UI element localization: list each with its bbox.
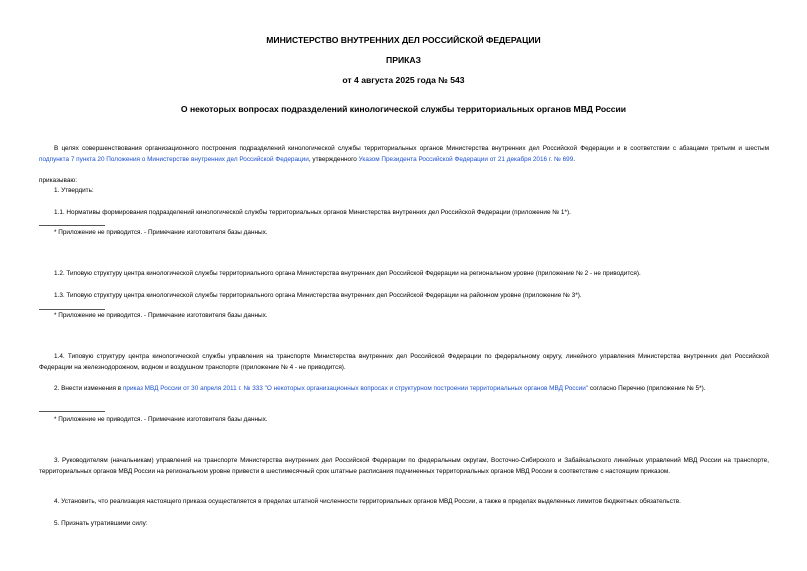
item-1: 1. Утвердить: [54,187,94,194]
preamble-paragraph [39,143,769,165]
footnote-2: * Приложение не приводится. - Примечание изготовителя базы данных. [54,312,268,319]
preamble-link-regulation[interactable]: подпункта 7 пункта 20 Положения о Министерстве внутренних дел Российской Федерации [39,156,309,163]
item-1-1: 1.1. Нормативы формирования подразделений кинологической службы территориальных органов Министерства внутренних дел Российской Федерации (приложение № 1*). [54,209,571,216]
footnote-divider-2 [39,309,105,310]
item-1-3: 1.3. Типовую структуру центра кинологической службы территориального органа Министерства внутренних дел Российской Федерации на районном уровне (приложение № 3*). [54,292,582,299]
preamble-text-1: В целях совершенствования организационного построения подразделений кинологической службы территориальных органов Министерства внутренних дел Российской Федерации и в соответствии с абзацами третьим и шестым [54,145,769,152]
preamble-link-decree[interactable]: Указом Президента Российской Федерации от 21 декабря 2016 г. № 699 [358,156,574,163]
ministry-heading: МИНИСТЕРСТВО ВНУТРЕННИХ ДЕЛ РОССИЙСКОЙ ФЕДЕРАЦИИ [266,35,541,45]
item-2-text-1: 2. Внести изменения в [54,385,123,392]
item-1-2: 1.2. Типовую структуру центра кинологической службы территориального органа Министерства внутренних дел Российской Федерации на региональном уровне (приложение № 2 - не приводится). [54,270,641,277]
footnote-divider-1 [39,225,105,226]
preamble-text-3: . [573,156,576,163]
item-2-text-2: согласно Перечню (приложение № 5*). [588,385,706,392]
doc-type-heading: ПРИКАЗ [386,55,421,65]
item-1-4: 1.4. Типовую структуру центра кинологической службы управления на транспорте Министерства внутренних дел Российской Федерации по федеральному округу, линейного управления Министерства внутренних дел Российской Федерации на железнодорожном, водном и воздушном транспорте (приложение № 4 - не приводится). [39,353,769,371]
page-title: О некоторых вопросах подразделений кинологической службы территориальных органов МВД России [180,104,627,114]
item-3: 3. Руководителям (начальникам) управлений на транспорте Министерства внутренних дел Российской Федерации по федеральным округам, Восточно-Сибирского и Забайкальского линейных управлений МВД России на транспорте, территориальных органов МВД России на региональном уровне привести в шестимесячный срок штатные расписания подчиненных территориальных органов МВД России в соответствие с настоящим приказом. [39,457,769,475]
item-2 [39,383,769,394]
footnote-1: * Приложение не приводится. - Примечание изготовителя базы данных. [54,229,268,236]
footnote-divider-3 [39,411,105,412]
preamble-text-2: , утвержденного [308,156,359,163]
order-word: приказываю: [39,177,77,184]
footnote-3: * Приложение не приводится. - Примечание изготовителя базы данных. [54,416,268,423]
item-2-link-order[interactable]: приказ МВД России от 30 апреля 2011 г. № 333 "О некоторых организационных вопросах и структурном построении территориальных органов МВД России" [122,385,589,392]
item-5: 5. Признать утратившими силу: [54,520,148,527]
date-number-heading: от 4 августа 2025 года № 543 [342,75,465,85]
item-4: 4. Установить, что реализация настоящего приказа осуществляется в пределах штатной численности территориальных органов МВД России, а также в пределах выделенных лимитов бюджетных обязательств. [54,498,681,505]
